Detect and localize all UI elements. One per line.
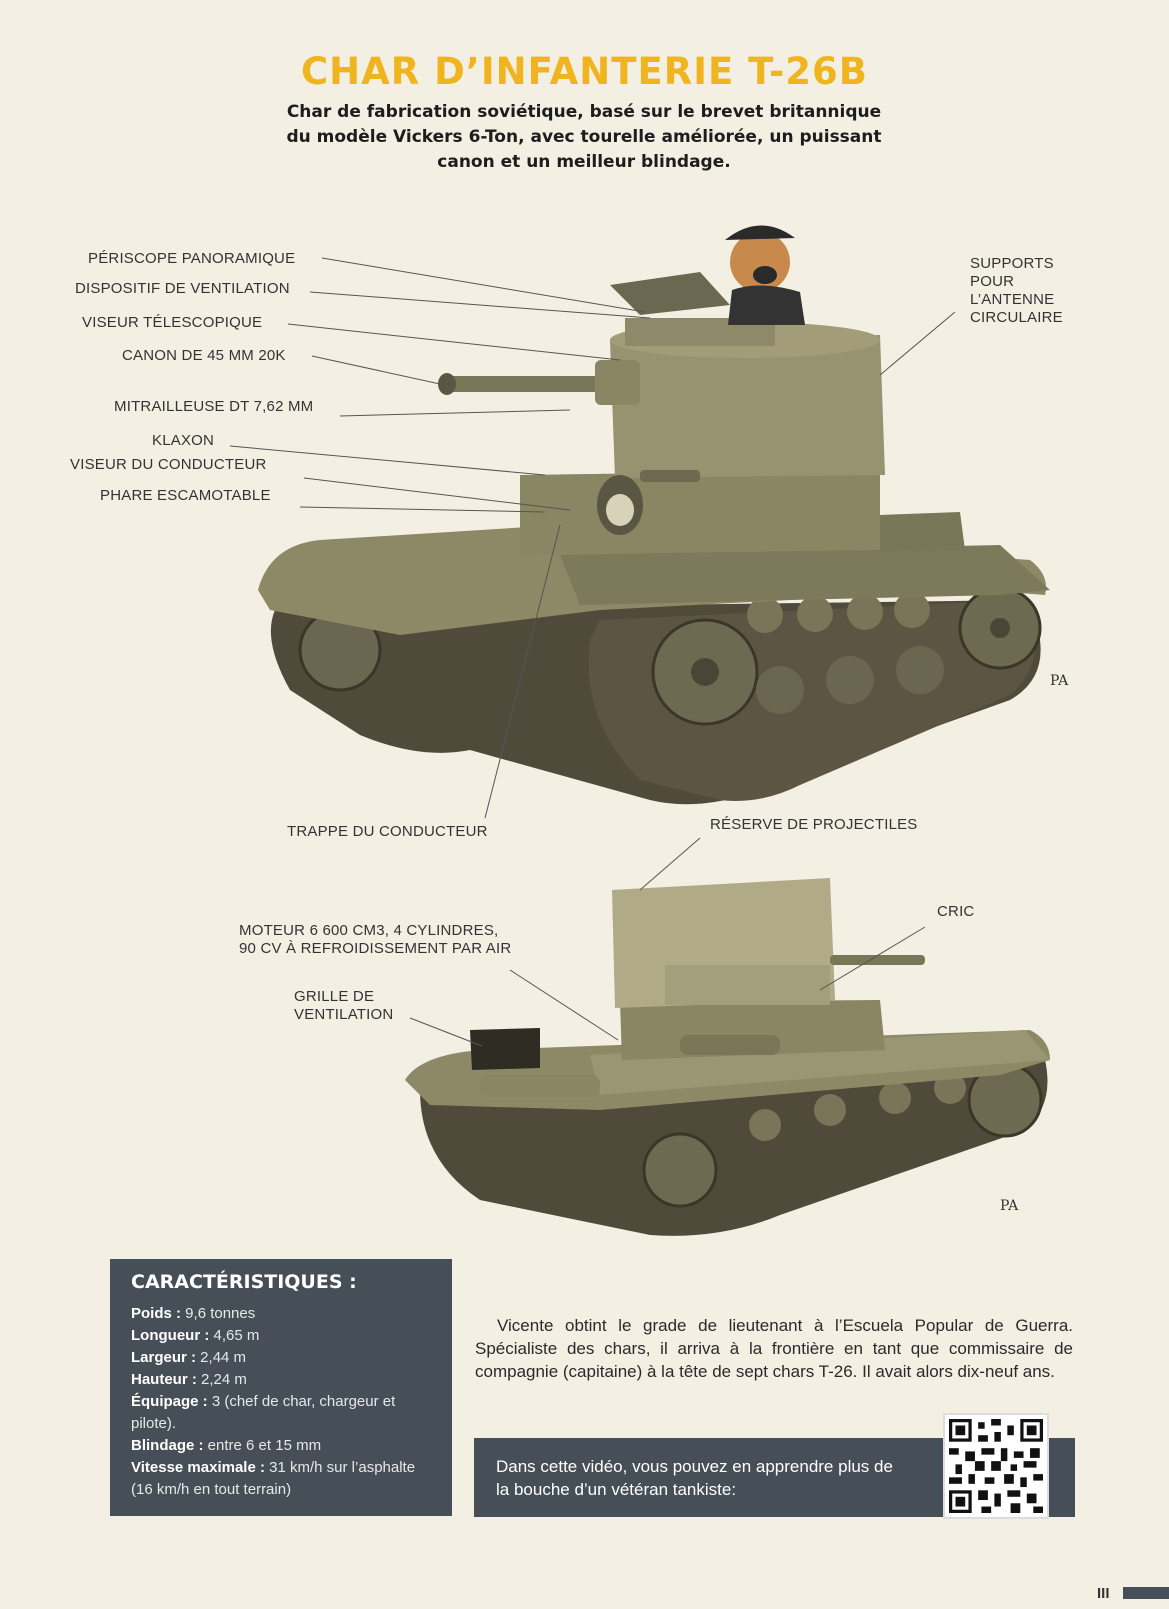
spec-row: Largeur : 2,44 m [131, 1349, 247, 1366]
label-cannon: CANON DE 45 MM 20K [122, 347, 286, 364]
page-title: CHAR D’INFANTERIE T-26B [300, 50, 869, 93]
label-telescopic-sight: VISEUR TÉLESCOPIQUE [82, 314, 263, 331]
svg-text:PA: PA [1000, 1198, 1019, 1214]
specifications-panel [110, 1259, 452, 1516]
label-antenna-supports: SUPPORTS POUR L’ANTENNE CIRCULAIRE [970, 255, 1063, 326]
label-machine-gun: MITRAILLEUSE DT 7,62 MM [114, 398, 314, 415]
page-number: III [1097, 1585, 1110, 1602]
label-driver-hatch: TRAPPE DU CONDUCTEUR [287, 823, 488, 840]
label-horn: KLAXON [152, 432, 215, 449]
spec-row: Blindage : entre 6 et 15 mm [131, 1437, 322, 1454]
spec-row: Équipage : 3 (chef de char, chargeur et pilote). [131, 1393, 396, 1432]
spec-row: Vitesse maximale : 31 km/h sur l’asphalte (16 km/h en tout terrain) [131, 1459, 416, 1498]
spec-row: Longueur : 4,65 m [131, 1327, 260, 1344]
spec-row: Hauteur : 2,24 m [131, 1371, 247, 1388]
label-ventilation-grille: GRILLE DE VENTILATION [294, 988, 394, 1023]
label-driver-sight: VISEUR DU CONDUCTEUR [70, 456, 267, 473]
label-jack: CRIC [937, 903, 975, 920]
label-ventilation-device: DISPOSITIF DE VENTILATION [75, 280, 290, 297]
label-headlight: PHARE ESCAMOTABLE [100, 487, 271, 504]
qr-code-icon[interactable] [943, 1413, 1049, 1519]
biography-paragraph: Vicente obtint le grade de lieutenant à l’Escuela Popular de Guerra. Spécialiste des chars, il arriva à la frontière en tant que commissaire de compagnie (capitaine) à la tête de sept chars T-26. Il avait alors dix-neuf ans. [475, 1316, 1073, 1381]
specifications-heading: CARACTÉRISTIQUES : [131, 1271, 357, 1293]
tank-1-illustration [258, 225, 1069, 804]
video-text: Dans cette vidéo, vous pouvez en apprendre plus de la bouche d’un vétéran tankiste: [496, 1457, 893, 1499]
page-subtitle: Char de fabrication soviétique, basé sur le brevet britannique du modèle Vickers 6-Ton, avec tourelle améliorée, un puissant canon et un meilleur blindage. [286, 102, 882, 172]
label-periscope: PÉRISCOPE PANORAMIQUE [88, 250, 296, 267]
page-number-bar [1123, 1587, 1169, 1599]
spec-row: Poids : 9,6 tonnes [131, 1305, 256, 1322]
label-ammo-reserve: RÉSERVE DE PROJECTILES [710, 816, 918, 833]
label-engine: MOTEUR 6 600 CM3, 4 CYLINDRES, 90 CV À REFROIDISSEMENT PAR AIR [239, 922, 512, 957]
svg-text:PA: PA [1050, 673, 1069, 689]
